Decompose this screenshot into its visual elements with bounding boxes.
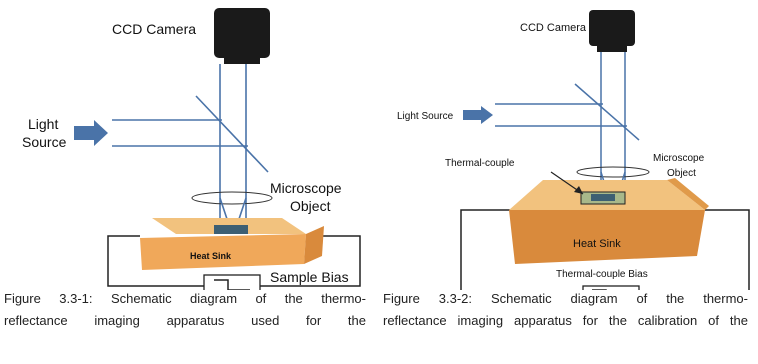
ccd-camera bbox=[214, 8, 270, 58]
figure-2-caption-line1: Figure 3.3-2: Schematic diagram of the thermo- bbox=[383, 291, 748, 306]
heat-sink-side bbox=[304, 226, 324, 264]
beam-splitter bbox=[196, 96, 268, 172]
heat-sink-front bbox=[509, 210, 705, 264]
thermocouple-bias-label: Thermal-couple Bias bbox=[556, 269, 648, 280]
camera-label: CCD Camera bbox=[520, 22, 587, 34]
figure-1-diagram bbox=[0, 0, 375, 290]
light-source-label-line1: Light bbox=[28, 116, 59, 132]
ccd-camera-lens bbox=[224, 58, 260, 64]
light-source-label: Light Source bbox=[397, 111, 454, 122]
thermocouple-label: Thermal-couple bbox=[445, 158, 515, 169]
figure-2 bbox=[375, 0, 758, 364]
microscope-lens bbox=[192, 192, 272, 204]
figure-1-caption-line1: Figure 3.3-1: Schematic diagram of the thermo- bbox=[4, 291, 366, 306]
ccd-camera bbox=[589, 10, 635, 46]
figure-2-caption-line2: reflectance imaging apparatus for the calibration of the bbox=[383, 313, 748, 328]
sample-chip bbox=[214, 225, 248, 234]
microscope-lens bbox=[577, 167, 649, 177]
figure-1-caption-line2: reflectance imaging apparatus used for the bbox=[4, 313, 366, 328]
sample-chip bbox=[591, 194, 615, 201]
microscope-label-line2: Object bbox=[290, 198, 331, 214]
heat-sink-label: Heat Sink bbox=[573, 238, 621, 250]
figure-2-caption bbox=[383, 288, 748, 332]
beam-splitter bbox=[575, 84, 639, 140]
light-source-label-line2: Source bbox=[22, 134, 67, 150]
camera-label: CCD Camera bbox=[112, 21, 197, 37]
heat-sink-label: Heat Sink bbox=[190, 251, 232, 261]
ccd-camera-lens bbox=[597, 46, 627, 52]
light-source-arrow bbox=[463, 106, 493, 124]
light-source-arrow bbox=[74, 120, 108, 146]
microscope-label-line1: Microscope bbox=[653, 153, 705, 164]
microscope-label-line2: Object bbox=[667, 168, 696, 179]
figure-1-caption bbox=[4, 288, 366, 332]
sample-bias-label: Sample Bias bbox=[270, 269, 349, 285]
figure-1 bbox=[0, 0, 375, 364]
microscope-label-line1: Microscope bbox=[270, 180, 342, 196]
figure-2-diagram bbox=[375, 0, 758, 290]
